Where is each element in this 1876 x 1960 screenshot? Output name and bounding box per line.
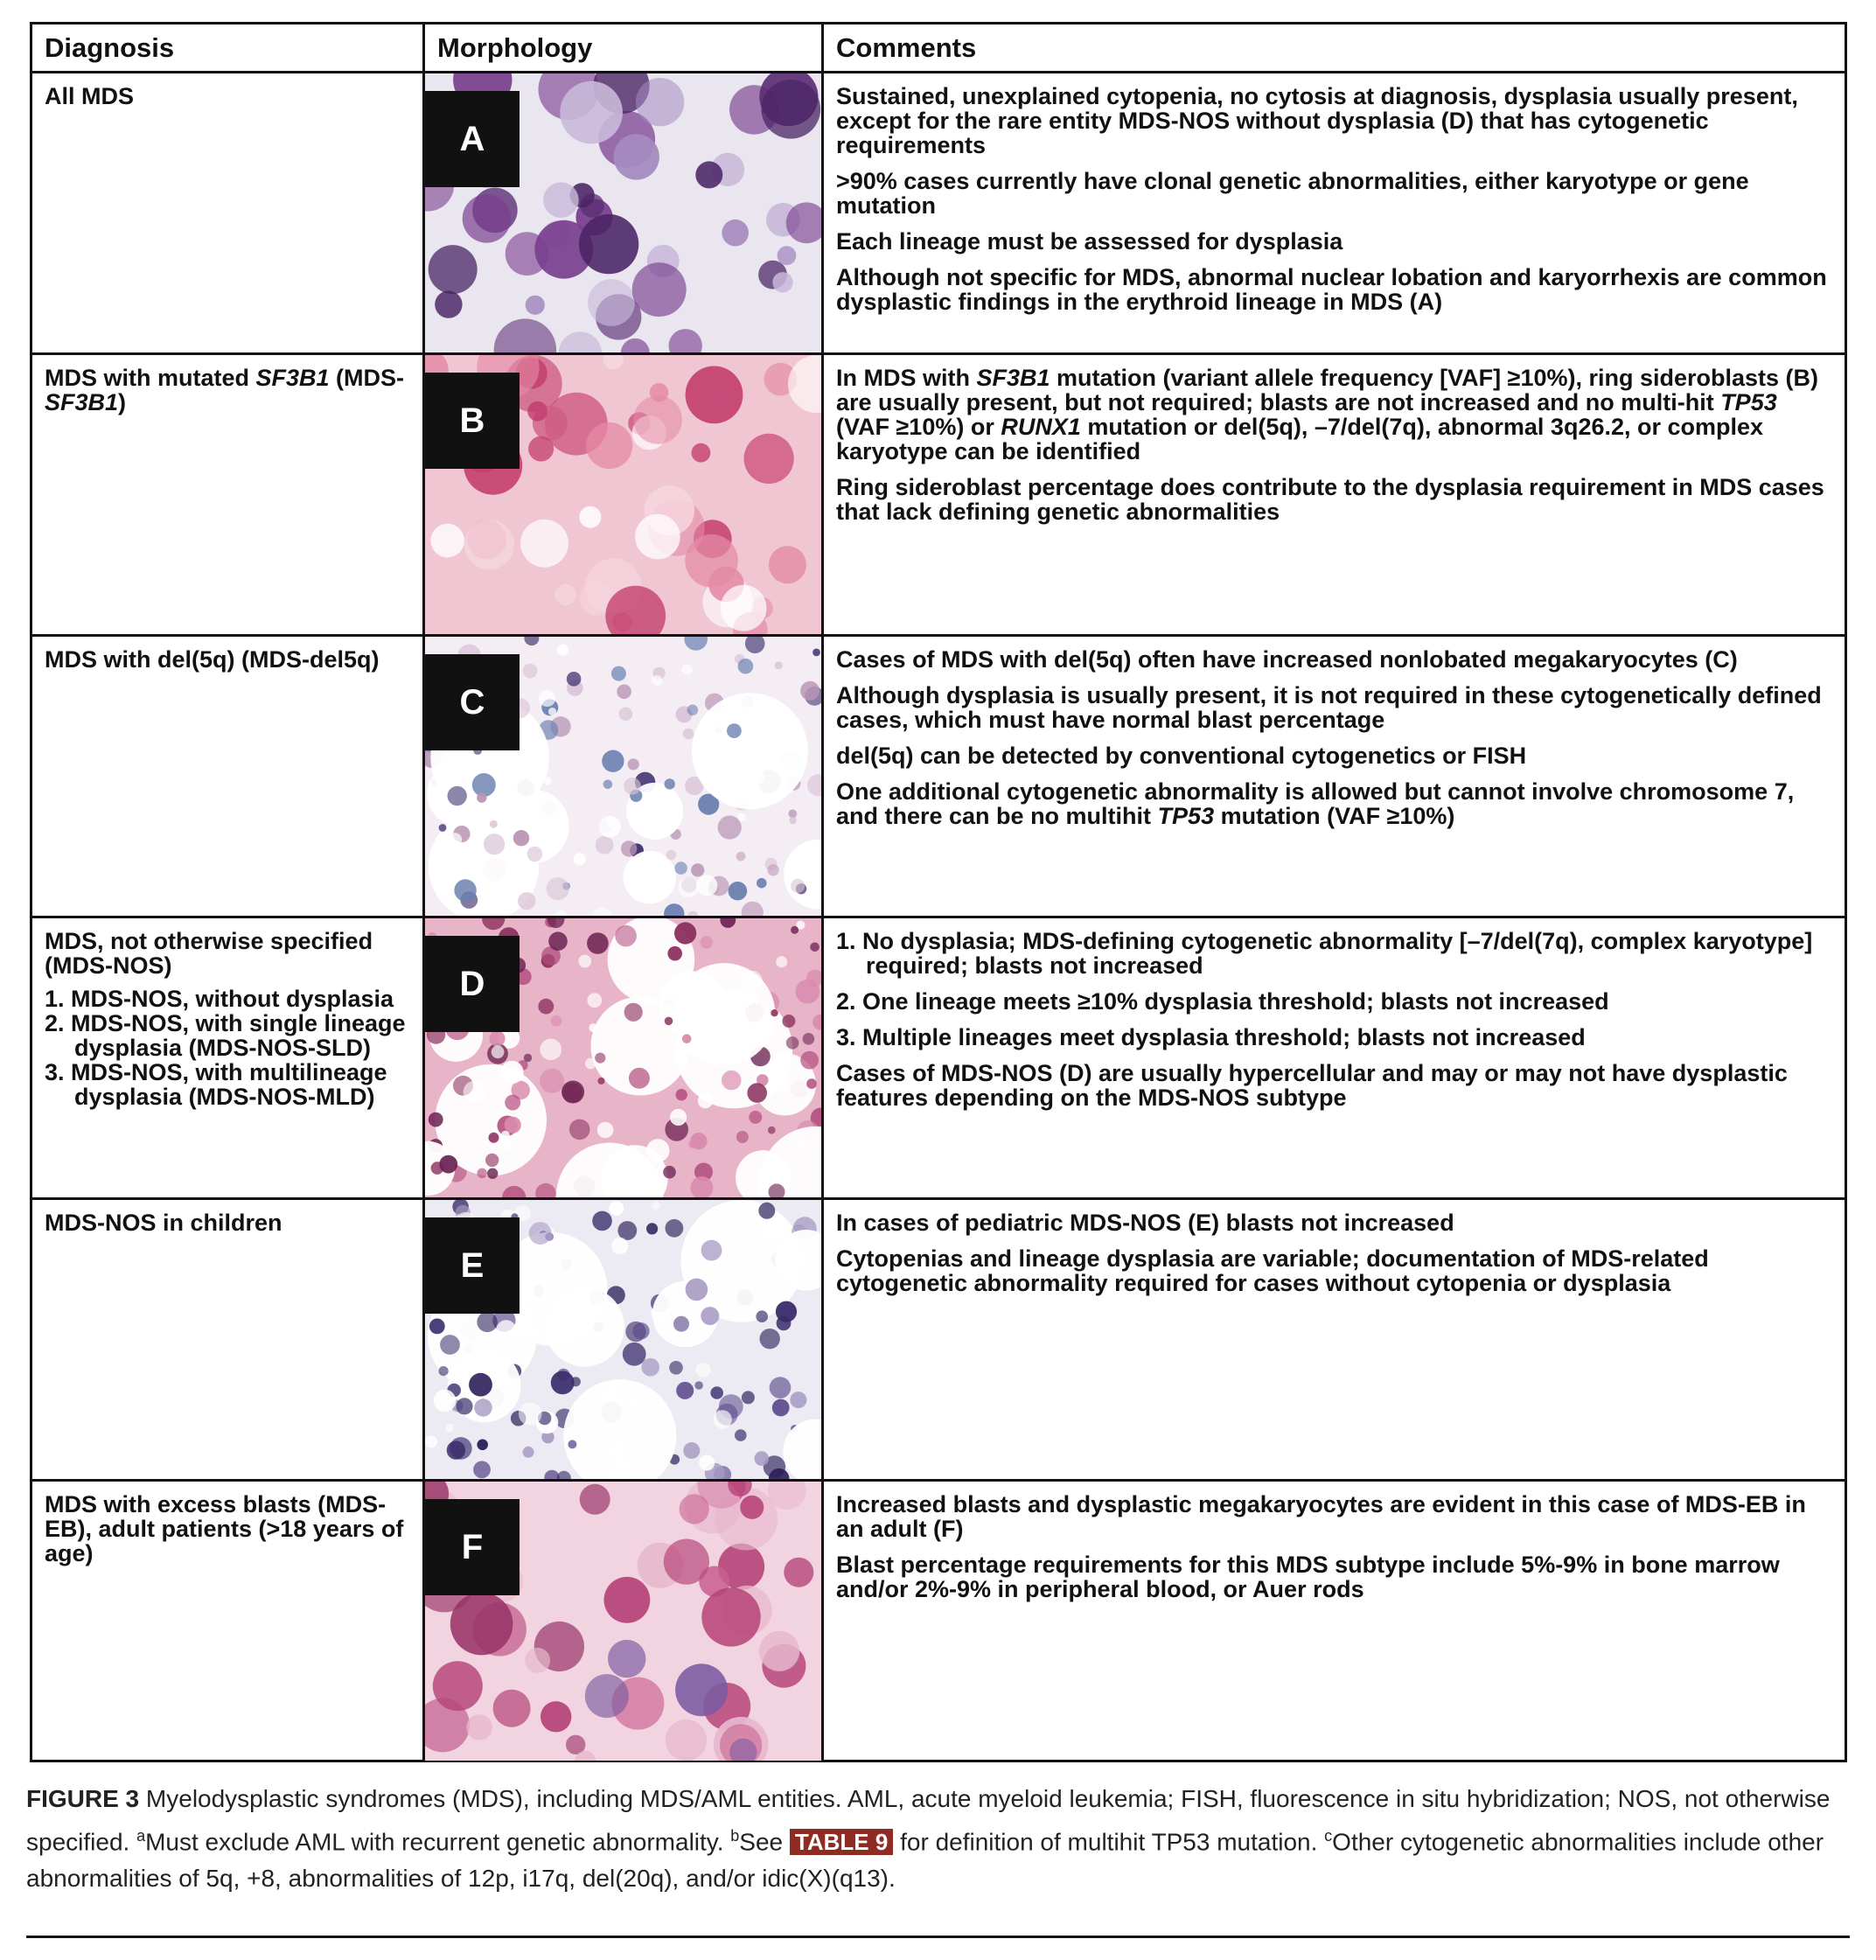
comment-paragraph: One additional cytogenetic abnormality is allowed but cannot involve chromosome 7, and there can be no multihit TP53 mutation (VAF ≥10%) <box>836 778 1795 829</box>
figure-number: FIGURE 3 <box>26 1785 140 1812</box>
footnote-marker: a <box>136 1827 146 1845</box>
comment-paragraph: Increased blasts and dysplastic megakaryocytes are evident in this case of MDS-EB in an adult (F) <box>836 1491 1806 1542</box>
bottom-rule <box>26 1936 1850 1938</box>
header-morphology: Morphology <box>437 32 593 63</box>
table-row <box>32 355 1845 637</box>
panel-label: C <box>425 654 520 750</box>
comment-paragraph: Each lineage must be assessed for dysplasia <box>836 228 1343 255</box>
comment-paragraph: Sustained, unexplained cytopenia, no cytosis at diagnosis, dysplasia usually present, except for the rare entity MDS-NOS without dysplasia (D) that has cytogenetic requirements <box>836 83 1798 158</box>
footnote-marker: b <box>730 1827 740 1845</box>
table-row <box>32 1482 1845 1763</box>
comment-paragraph: >90% cases currently have clonal genetic abnormalities, either karyotype or gene mutation <box>836 168 1749 219</box>
comments-cell <box>824 73 1845 352</box>
morphology-cell <box>425 637 821 916</box>
comment-paragraph: Ring sideroblast percentage does contribute to the dysplasia requirement in MDS cases that lack defining genetic abnormalities <box>836 474 1824 525</box>
comment-paragraph: Although dysplasia is usually present, it is not required in these cytogenetically defined cases, which must have normal blast percentage <box>836 682 1822 733</box>
caption-text: See <box>739 1828 790 1856</box>
comment-list-item: 1. No dysplasia; MDS-defining cytogenetic abnormality [–7/del(7q), complex karyotype] required; blasts not increased <box>836 928 1813 979</box>
diagnosis-cell: MDS with del(5q) (MDS-del5q) <box>45 646 380 673</box>
comment-paragraph: Although not specific for MDS, abnormal nuclear lobation and karyorrhexis are common dysplastic findings in the erythroid lineage in MDS (A) <box>836 264 1827 315</box>
footnote-marker: c <box>1324 1827 1333 1845</box>
comments-cell <box>824 637 1845 916</box>
comment-paragraph: del(5q) can be detected by conventional cytogenetics or FISH <box>836 743 1527 769</box>
comment-paragraph: In cases of pediatric MDS-NOS (E) blasts not increased <box>836 1210 1454 1236</box>
morphology-cell <box>425 918 821 1197</box>
morphology-cell <box>425 1482 821 1763</box>
caption-text: Myelodysplastic syndromes (MDS), including MDS/AML entities. AML, acute myeloid leukemia; FISH, fluorescence in situ hybridization; NOS, not otherwise specified. <box>26 1785 1831 1856</box>
table-header <box>32 24 1845 73</box>
diagnosis-subtype: 1. MDS-NOS, without dysplasia <box>45 986 394 1012</box>
diagnosis-cell: MDS-NOS in children <box>45 1210 282 1236</box>
panel-label: A <box>425 91 520 187</box>
comment-list-item: 2. One lineage meets ≥10% dysplasia threshold; blasts not increased <box>836 988 1609 1015</box>
header-diagnosis: Diagnosis <box>45 32 175 63</box>
panel-label: E <box>425 1217 520 1314</box>
table-row <box>32 637 1845 918</box>
comment-paragraph: Cytopenias and lineage dysplasia are variable; documentation of MDS-related cytogenetic abnormality required for cases without cytopenia or dysplasia <box>836 1245 1709 1296</box>
panel-label: F <box>425 1499 520 1595</box>
panel-label: D <box>425 936 520 1032</box>
comment-list-item: 3. Multiple lineages meet dysplasia threshold; blasts not increased <box>836 1024 1586 1050</box>
comments-cell <box>824 918 1845 1197</box>
diagnosis-cell: MDS with excess blasts (MDS-EB), adult patients (>18 years of age) <box>45 1491 404 1566</box>
comment-paragraph: Blast percentage requirements for this MDS subtype include 5%-9% in bone marrow and/or 2%-9% in peripheral blood, or Auer rods <box>836 1552 1780 1602</box>
figure-table <box>30 22 1847 1762</box>
diagnosis-cell: All MDS <box>45 83 135 109</box>
table-row <box>32 73 1845 355</box>
morphology-cell <box>425 73 821 352</box>
diagnosis-subtype: 2. MDS-NOS, with single lineage dysplasia (MDS-NOS-SLD) <box>45 1010 406 1061</box>
figure-caption <box>26 1781 1850 1897</box>
diagnosis-cell <box>32 918 422 1197</box>
comment-paragraph: Cases of MDS with del(5q) often have increased nonlobated megakaryocytes (C) <box>836 646 1738 673</box>
comment-paragraph: In MDS with SF3B1 mutation (variant allele frequency [VAF] ≥10%), ring sideroblasts (B) are usually present, but not required; blasts are not increased and no multi-hit TP53 (VAF ≥10%) or RUNX1 mutation or del(5q), –7/del(7q), abnormal 3q26.2, or complex karyotype can be identified <box>836 365 1819 464</box>
comment-paragraph: Cases of MDS-NOS (D) are usually hypercellular and may or may not have dysplastic features depending on the MDS-NOS subtype <box>836 1060 1788 1111</box>
caption-text: Must exclude AML with recurrent genetic abnormality. <box>145 1828 731 1856</box>
comments-cell <box>824 355 1845 634</box>
diagnosis-title: MDS, not otherwise specified (MDS-NOS) <box>45 928 373 979</box>
caption-text: Other cytogenetic abnormalities include other abnormalities of 5q, +8, abnormalities of 12p, i17q, del(20q), and/or idic(X)(q13). <box>26 1828 1824 1893</box>
comments-cell <box>824 1482 1845 1763</box>
table-row <box>32 1200 1845 1482</box>
panel-label: B <box>425 373 520 469</box>
morphology-cell <box>425 355 821 634</box>
morphology-cell <box>425 1200 821 1479</box>
caption-text: for definition of multihit TP53 mutation. <box>893 1828 1325 1856</box>
diagnosis-cell: MDS with mutated SF3B1 (MDS-SF3B1) <box>45 365 405 415</box>
diagnosis-subtype: 3. MDS-NOS, with multilineage dysplasia (MDS-NOS-MLD) <box>45 1059 387 1110</box>
table-row <box>32 918 1845 1200</box>
table-9-link[interactable]: TABLE 9 <box>790 1829 893 1855</box>
comments-cell <box>824 1200 1845 1479</box>
header-comments: Comments <box>836 32 977 63</box>
